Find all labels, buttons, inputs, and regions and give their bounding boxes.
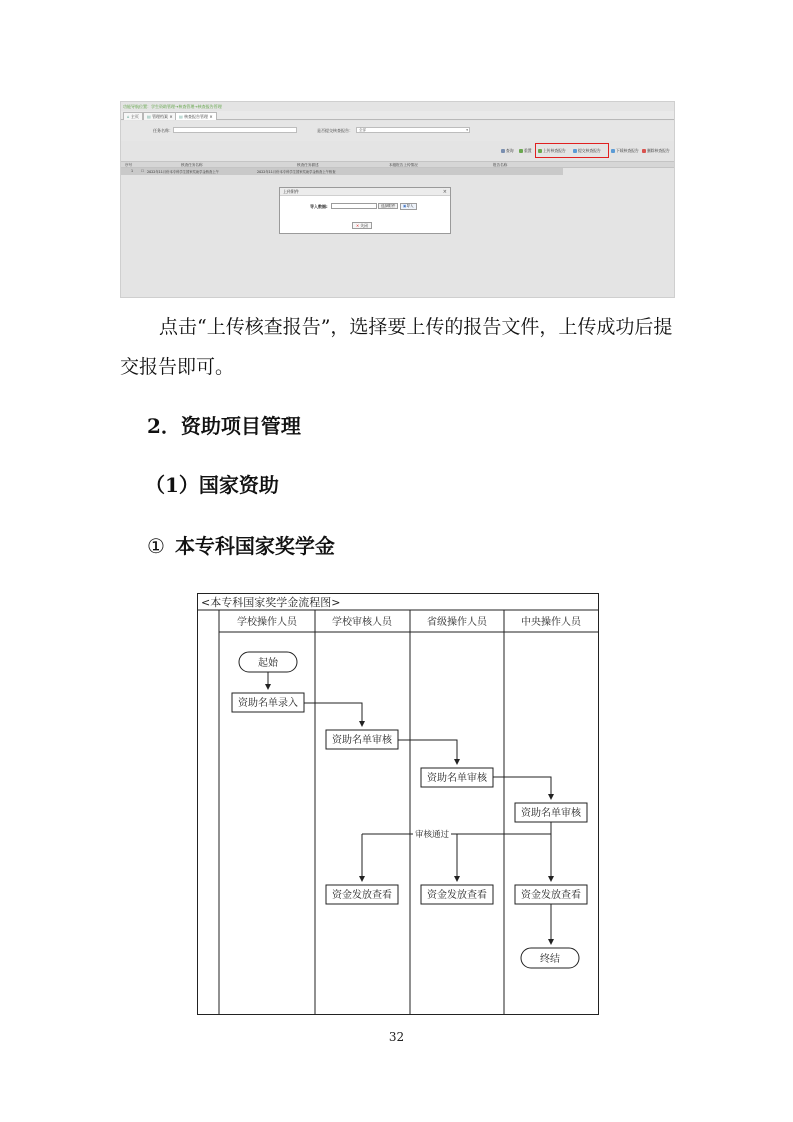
report-status-label: 是否提交核查报告： [317,128,353,133]
lane-header-province-operator: 省级操作人员 [427,617,487,628]
item-heading-text: 本专科国家奖学金 [174,534,335,558]
delete-icon [642,149,646,153]
row-index: 1 [131,169,134,173]
tab-home[interactable]: ⌂ 主页 [123,112,143,120]
lane-header-school-operator: 学校操作人员 [237,617,297,628]
file-path-input[interactable] [331,203,377,209]
close-icon[interactable]: × [442,189,447,195]
row-task-name: 2022年11月份本专科学生国家奖助学金核查上午 [147,170,219,174]
choose-file-button[interactable]: 选择附件 [378,203,398,209]
node-view-school-label: 资金发放查看 [332,890,392,901]
download-icon [611,149,615,153]
search-icon [501,149,505,153]
column-header-report: 报告名称 [493,163,508,167]
item-heading [147,536,335,556]
lane-header-central-operator: 中央操作人员 [521,617,581,628]
node-entry-label: 资助名单录入 [238,698,298,709]
tab-archives[interactable]: ▤ 管理档案 × [143,112,177,120]
upload-dialog [279,187,451,234]
row-task-desc: 2022年11月份本专科学生国家奖助学金核查上午核查 [257,170,336,174]
import-button[interactable]: ▣导入 [400,203,417,210]
lane-header-school-reviewer: 学校审核人员 [332,617,392,628]
import-label: 导入数据: [310,204,328,209]
close-x-icon: ✕ [356,223,360,228]
node-review-province-label: 资助名单审核 [427,773,487,784]
delete-report-button[interactable]: 删除核查报告 [642,148,670,154]
highlight-box [535,143,609,158]
reset-icon [519,149,523,153]
flowchart-title: <本专科国家奖学金流程图> [201,596,341,609]
table-header [121,161,674,168]
node-end-label: 终结 [540,954,560,965]
section-heading: 2．资助项目管理 [147,414,301,438]
tab-bar [121,111,674,120]
subsection-heading: （1）国家资助 [145,473,279,497]
submit-report-button[interactable]: 提交核查报告 [573,148,601,154]
item-marker: ① [147,534,165,558]
reset-button[interactable]: 重置 [519,148,532,154]
node-start-label: 起始 [258,658,278,669]
row-checkbox[interactable]: ☐ [141,169,144,173]
task-name-input[interactable] [173,127,297,133]
paragraph-line-2: 交报告即可。 [120,356,235,378]
tab-report-management[interactable]: ▤ 核查报告管理 × [175,112,217,120]
page-number: 32 [388,1030,405,1044]
paragraph-line-1: 点击“上传核查报告”，选择要上传的报告文件，上传成功后提 [159,316,673,338]
edge-label-approved: 审核通过 [414,830,450,840]
column-header-desc: 核查任务描述 [297,163,319,167]
column-header-status: 本级报告上传情况 [389,163,418,167]
node-view-central-label: 资金发放查看 [521,890,581,901]
task-name-label: 任务名称： [153,128,173,133]
column-header-name: 核查任务名称 [181,163,203,167]
node-review-central-label: 资助名单审核 [521,808,581,819]
upload-report-button[interactable]: 上传核查报告 [538,148,566,154]
query-button[interactable]: 查询 [501,148,514,154]
flowchart [197,593,599,1015]
node-review-school-label: 资助名单审核 [332,735,392,746]
dialog-title: 上传附件 [280,188,450,196]
filter-bar [121,121,674,141]
column-header-index: 序号 [125,163,133,167]
table-row[interactable] [121,168,563,175]
import-icon: ▣ [403,204,407,208]
close-button[interactable]: ✕关闭 [352,222,372,229]
chevron-down-icon: ▾ [466,128,468,132]
node-view-province-label: 资金发放查看 [427,890,487,901]
report-status-select[interactable]: 全部 ▾ [356,127,470,133]
download-report-button[interactable]: 下载核查报告 [611,148,639,154]
system-screenshot [120,101,675,298]
breadcrumb: 功能导航位置：学生资助管理→核查管理→核查报告管理 [123,104,222,109]
